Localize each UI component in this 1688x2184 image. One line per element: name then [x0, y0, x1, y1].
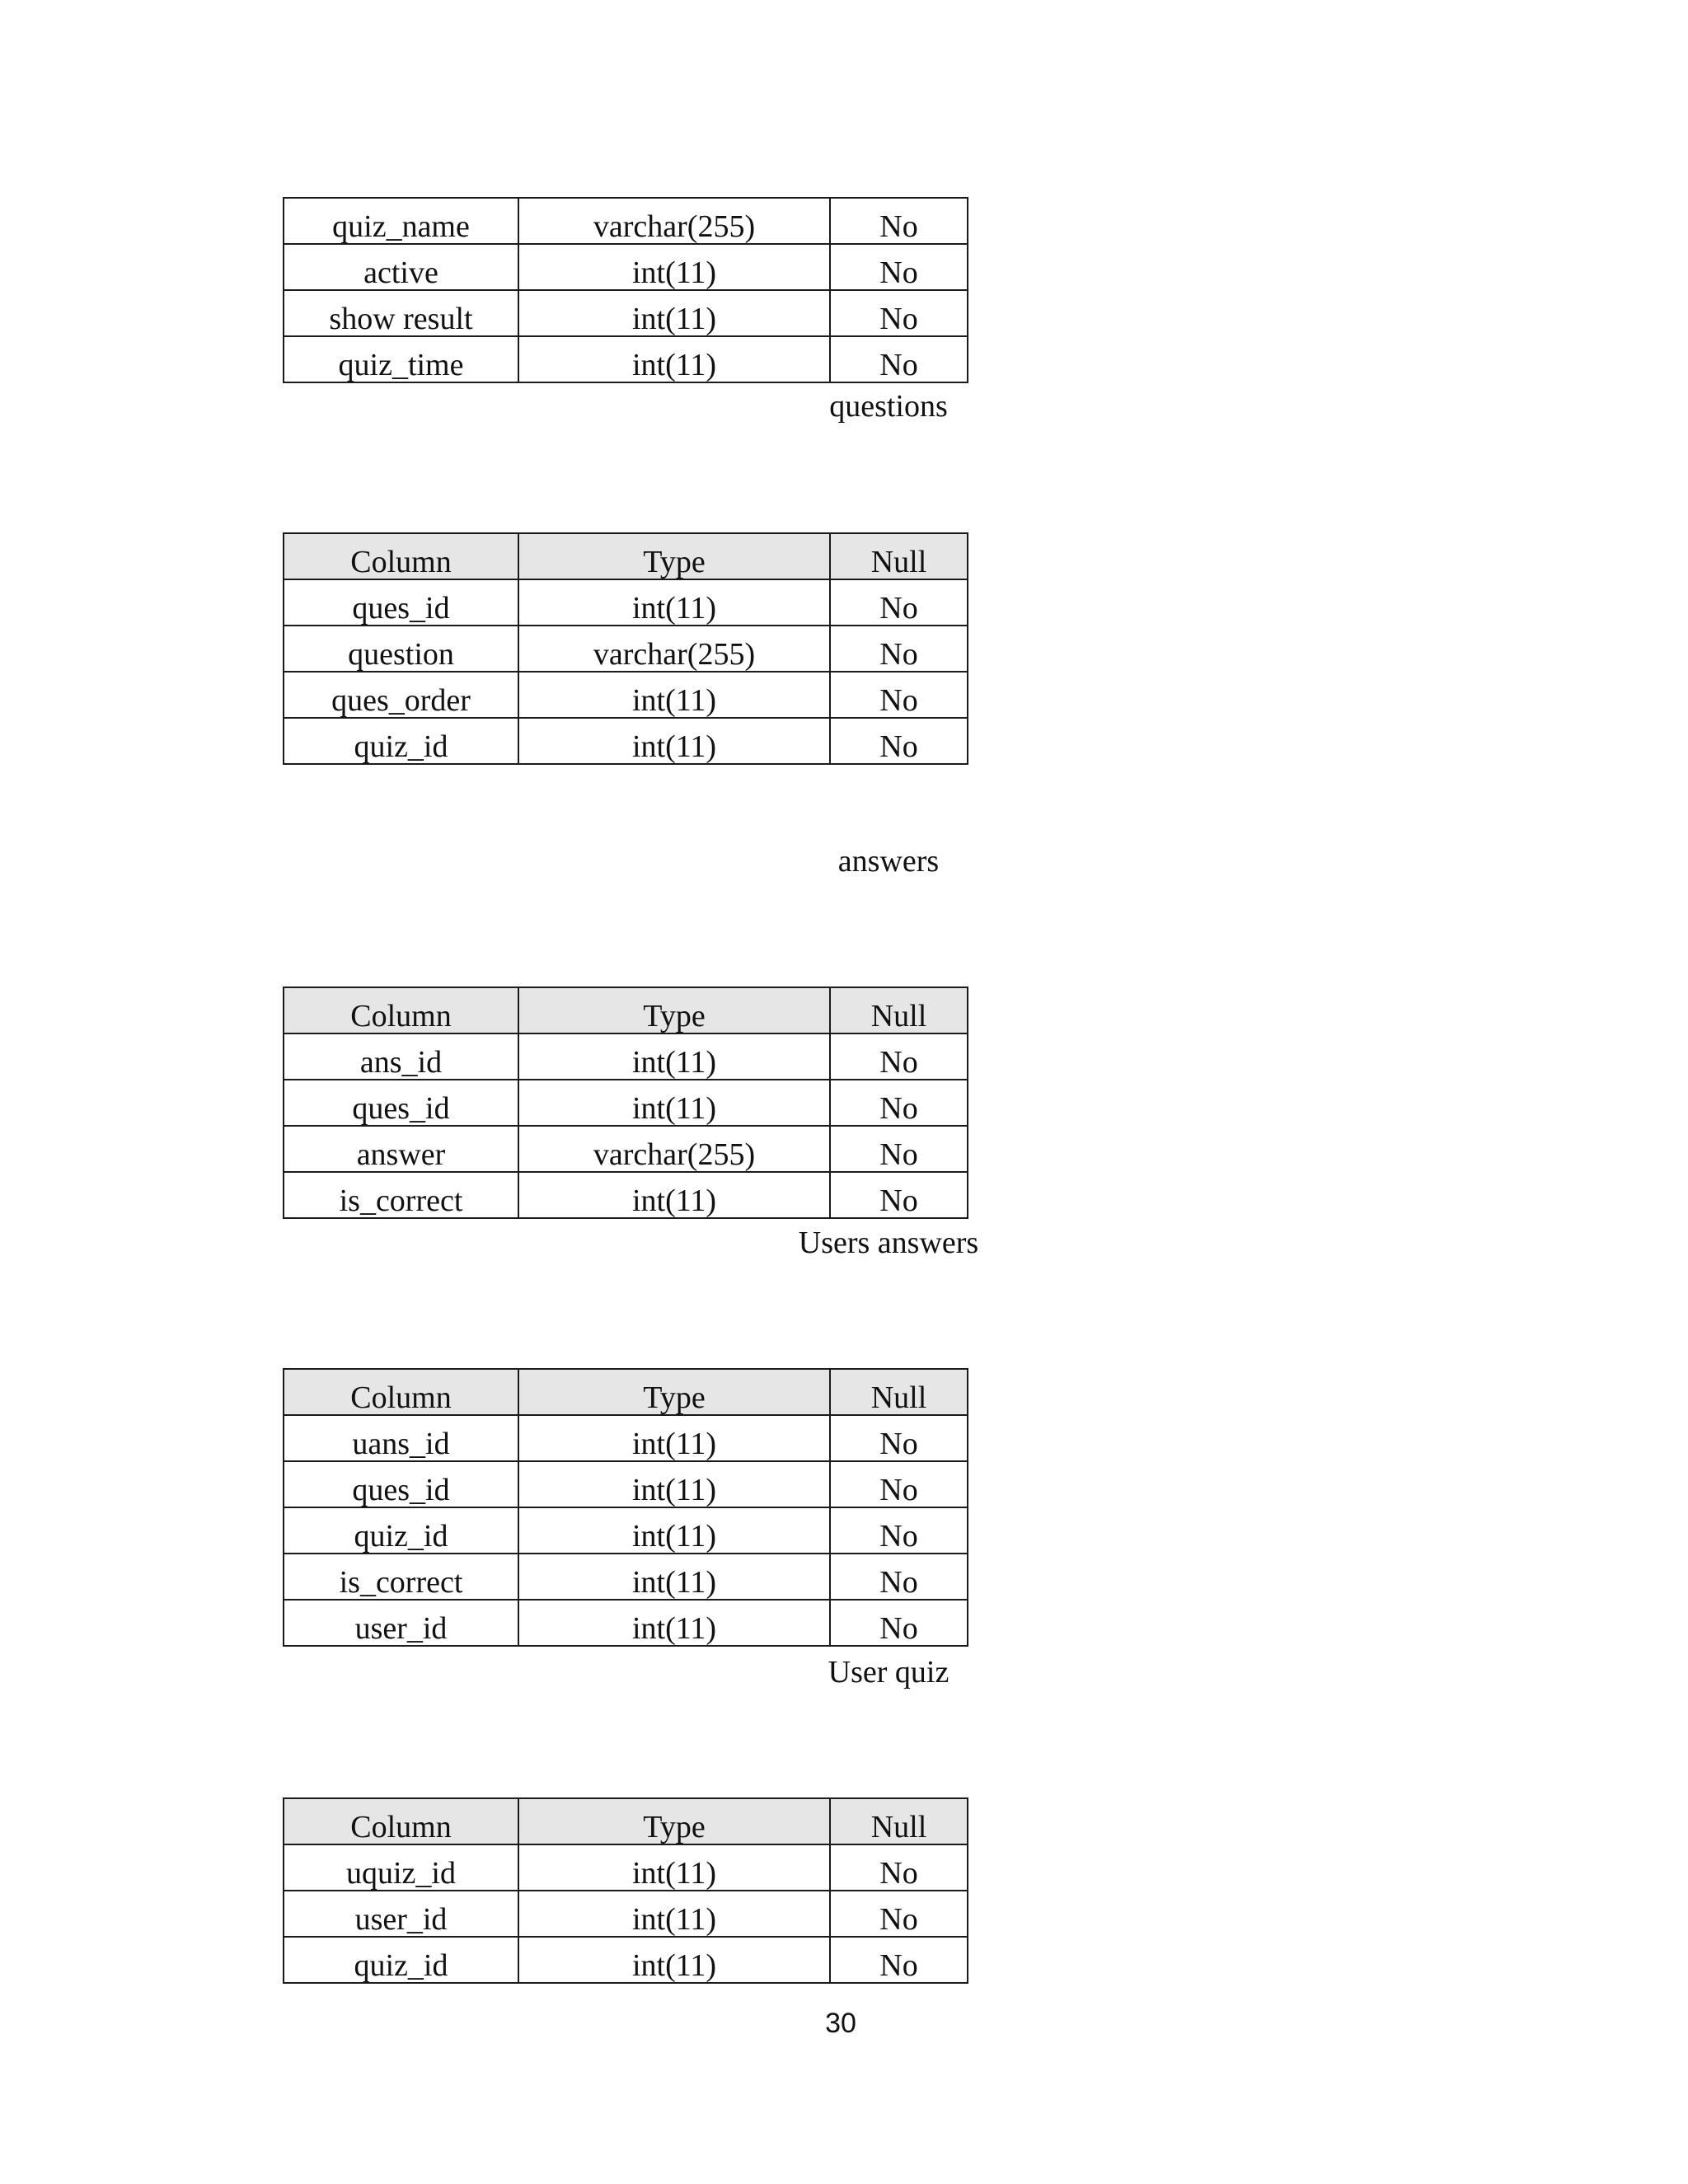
table-cell: No [830, 1126, 968, 1172]
table-row [284, 1080, 968, 1126]
table-cell: int(11) [518, 1937, 830, 1983]
table-cell: varchar(255) [518, 1126, 830, 1172]
table-cell: No [830, 1844, 968, 1891]
table-cell: int(11) [518, 718, 830, 764]
table-cell: No [830, 1507, 968, 1554]
table-cell: varchar(255) [518, 198, 830, 244]
table-cell: ques_id [284, 579, 518, 626]
table-cell: int(11) [518, 336, 830, 382]
table-caption-questions: questions [829, 389, 948, 424]
table-row [284, 1172, 968, 1218]
column-header: Type [518, 533, 830, 579]
table-header-row [284, 1369, 968, 1415]
table-cell: uquiz_id [284, 1844, 518, 1891]
table-row [284, 1600, 968, 1646]
table-cell: No [830, 1461, 968, 1507]
column-header: Null [830, 533, 968, 579]
column-header: Type [518, 1369, 830, 1415]
table-cell: No [830, 290, 968, 336]
table-cell: is_correct [284, 1172, 518, 1218]
table-header-row [284, 533, 968, 579]
table-cell: int(11) [518, 1461, 830, 1507]
column-header: Column [284, 1369, 518, 1415]
column-header: Null [830, 987, 968, 1033]
table-row [284, 290, 968, 336]
table-cell: int(11) [518, 1172, 830, 1218]
table-cell: No [830, 718, 968, 764]
table-cell: question [284, 626, 518, 672]
column-header: Type [518, 987, 830, 1033]
table-row [284, 244, 968, 290]
table-cell: quiz_id [284, 1937, 518, 1983]
table-cell: active [284, 244, 518, 290]
table-cell: No [830, 1415, 968, 1461]
table-row [284, 1507, 968, 1554]
user-quiz-table [283, 1797, 968, 1984]
column-header: Column [284, 1798, 518, 1844]
page-number: 30 [825, 2008, 856, 2039]
table-cell: No [830, 1937, 968, 1983]
table-cell: int(11) [518, 579, 830, 626]
column-header: Null [830, 1369, 968, 1415]
table-cell: user_id [284, 1891, 518, 1937]
column-header: Null [830, 1798, 968, 1844]
table-caption-users-answers: Users answers [798, 1226, 979, 1260]
table-cell: No [830, 1554, 968, 1600]
table-cell: user_id [284, 1600, 518, 1646]
table-caption-user-quiz: User quiz [828, 1655, 950, 1690]
table-row [284, 198, 968, 244]
table-cell: int(11) [518, 672, 830, 718]
table-cell: No [830, 1080, 968, 1126]
table-row [284, 1554, 968, 1600]
table-cell: is_correct [284, 1554, 518, 1600]
table-cell: int(11) [518, 1507, 830, 1554]
table-cell: int(11) [518, 1415, 830, 1461]
questions-table [283, 532, 968, 765]
table-row [284, 1891, 968, 1937]
table-cell: No [830, 626, 968, 672]
table-row [284, 626, 968, 672]
table-row [284, 718, 968, 764]
table-cell: No [830, 336, 968, 382]
table-cell: No [830, 1891, 968, 1937]
table-cell: No [830, 579, 968, 626]
table-cell: int(11) [518, 1891, 830, 1937]
table-row [284, 1126, 968, 1172]
table-cell: int(11) [518, 1554, 830, 1600]
quiz-table [283, 197, 968, 383]
table-row [284, 1844, 968, 1891]
table-cell: answer [284, 1126, 518, 1172]
table-row [284, 672, 968, 718]
table-cell: quiz_id [284, 1507, 518, 1554]
table-cell: quiz_name [284, 198, 518, 244]
users-answers-table [283, 1368, 968, 1647]
table-cell: show result [284, 290, 518, 336]
column-header: Column [284, 533, 518, 579]
table-caption-answers: answers [837, 844, 940, 879]
table-cell: No [830, 1172, 968, 1218]
table-cell: No [830, 1600, 968, 1646]
table-header-row [284, 1798, 968, 1844]
table-cell: int(11) [518, 1844, 830, 1891]
table-row [284, 1415, 968, 1461]
table-cell: ques_id [284, 1080, 518, 1126]
table-cell: ques_order [284, 672, 518, 718]
table-cell: quiz_id [284, 718, 518, 764]
table-cell: No [830, 1033, 968, 1080]
table-cell: ques_id [284, 1461, 518, 1507]
table-header-row [284, 987, 968, 1033]
table-cell: int(11) [518, 290, 830, 336]
column-header: Column [284, 987, 518, 1033]
table-row [284, 336, 968, 382]
table-cell: No [830, 198, 968, 244]
table-cell: int(11) [518, 1033, 830, 1080]
answers-table [283, 987, 968, 1219]
table-row [284, 1937, 968, 1983]
column-header: Type [518, 1798, 830, 1844]
table-cell: int(11) [518, 1080, 830, 1126]
table-row [284, 1033, 968, 1080]
table-cell: ans_id [284, 1033, 518, 1080]
table-row [284, 1461, 968, 1507]
table-cell: No [830, 672, 968, 718]
table-cell: varchar(255) [518, 626, 830, 672]
table-cell: No [830, 244, 968, 290]
table-cell: int(11) [518, 244, 830, 290]
table-cell: int(11) [518, 1600, 830, 1646]
table-row [284, 579, 968, 626]
table-cell: uans_id [284, 1415, 518, 1461]
table-cell: quiz_time [284, 336, 518, 382]
